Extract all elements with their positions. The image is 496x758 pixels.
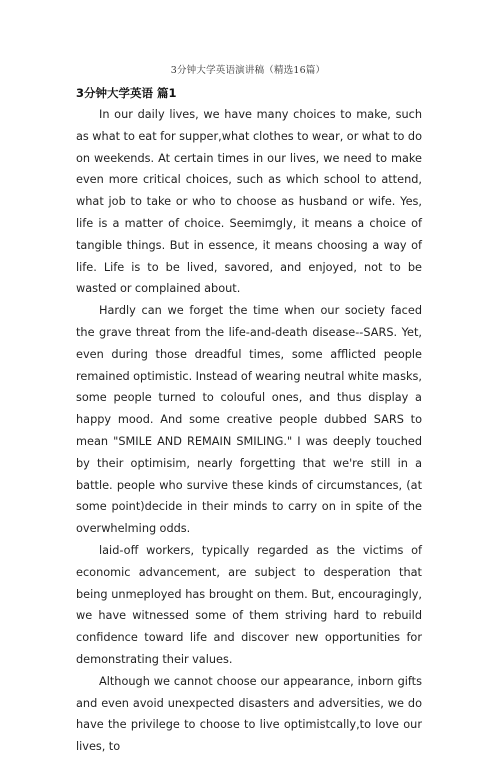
paragraph-1: In our daily lives, we have many choices to make, such as what to eat for supper,what clothes to wear, or what to do on weekends. At certain times in our lives, we need to make even more critical choices, such as which school to attend, what job to take or who to choose as husband or wife. Yes, life is a matter of choice. Seemimgly, it means a choice of tangible things. But in essence, it means choosing a way of life. Life is to be lived, savored, and enjoyed, not to be wasted or complained about. (76, 108, 422, 296)
paragraph-2: Hardly can we forget the time when our society faced the grave threat from the life-and-death disease--SARS. Yet, even during those dreadful times, some afflicted people remained optimistic. Instead of wearing neutral white masks, some people turned to colouful ones, and thus display a happy mood. And some creative people dubbed SARS to mean "SMILE AND REMAIN SMILING." I was deeply touched by their optimisim, nearly forgetting that we're still in a battle. people who survive these kinds of circumstances, (at some point)decide in their minds to carry on in spite of the overwhelming odds. (76, 304, 422, 536)
section-heading: 3分钟大学英语 篇1 (76, 86, 177, 100)
document-body (76, 86, 422, 758)
paragraph-4: Although we cannot choose our appearance, inborn gifts and even avoid unexpected disasters and adversities, we do have the privilege to choose to live optimistcally,to love our lives, to (76, 674, 422, 754)
document-title: 3分钟大学英语演讲稿（精选16篇） (170, 65, 326, 76)
paragraph-3: laid-off workers, typically regarded as the victims of economic advancement, are subject to desperation that being unmeployed has brought on them. But, encouragingly, we have witnessed some of them striving hard to rebuild confidence toward life and discover new opportunities for demonstrating their values. (76, 543, 422, 666)
